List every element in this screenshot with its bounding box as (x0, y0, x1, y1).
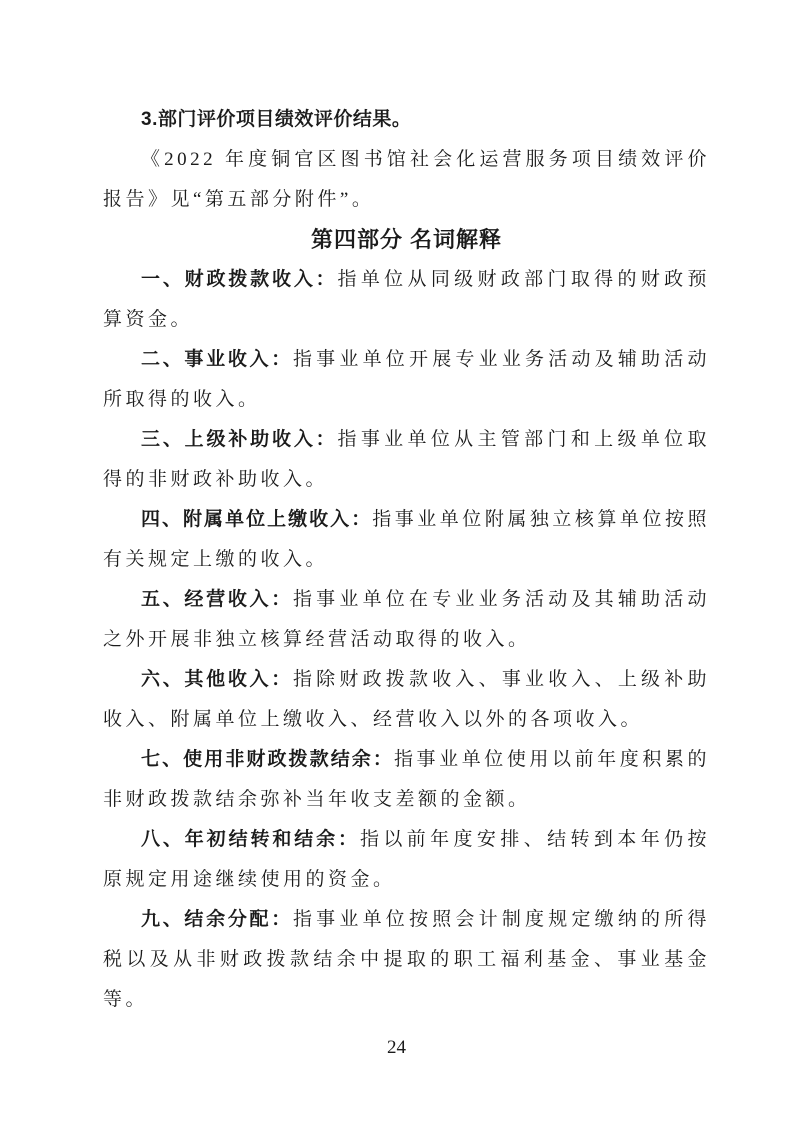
definition-term-3: 三、上级补助收入： (141, 429, 338, 450)
definition-term-5: 五、经营收入： (141, 589, 293, 610)
page-footer (0, 1028, 793, 1068)
definition-term-9: 九、结余分配： (141, 909, 293, 930)
definition-paragraph-7 (103, 740, 710, 820)
definition-paragraph-8 (103, 820, 710, 900)
definition-text-3: 指事业单位从主管部门和上级单位取得的非财政补助收入。 (103, 429, 710, 490)
definition-text-6: 指除财政拨款收入、事业收入、上级补助收入、附属单位上缴收入、经营收入以外的各项收入。 (103, 669, 710, 730)
definition-text-4: 指事业单位附属独立核算单位按照有关规定上缴的收入。 (103, 509, 710, 570)
page-number: 24 (387, 1037, 406, 1058)
definition-term-2: 二、事业收入： (141, 349, 293, 370)
definition-text-1: 指单位从同级财政部门取得的财政预算资金。 (103, 269, 710, 330)
definition-paragraph-2 (103, 340, 710, 420)
definition-text-9: 指事业单位按照会计制度规定缴纳的所得税以及从非财政拨款结余中提取的职工福利基金、事业基金等。 (103, 909, 710, 1010)
dept-eval-result-heading: 3.部门评价项目绩效评价结果。 (141, 109, 412, 130)
definition-paragraph-3 (103, 420, 710, 500)
definition-term-8: 八、年初结转和结余： (141, 829, 360, 850)
definition-text-8: 指以前年度安排、结转到本年仍按原规定用途继续使用的资金。 (103, 829, 710, 890)
section-heading-part4: 第四部分 名词解释 (310, 227, 503, 252)
definition-paragraph-4 (103, 500, 710, 580)
definition-text-7: 指事业单位使用以前年度积累的非财政拨款结余弥补当年收支差额的金额。 (103, 749, 710, 810)
definition-term-4: 四、附属单位上缴收入： (141, 509, 373, 530)
definition-paragraph-6 (103, 660, 710, 740)
definition-paragraph-5 (103, 580, 710, 660)
definition-text-2: 指事业单位开展专业业务活动及辅助活动所取得的收入。 (103, 349, 710, 410)
definition-term-6: 六、其他收入： (141, 669, 293, 690)
report-reference-paragraph: 《2022 年度铜官区图书馆社会化运营服务项目绩效评价报告》见“第五部分附件”。 (103, 149, 710, 210)
definition-paragraph-9 (103, 900, 710, 1020)
definition-paragraph-1 (103, 260, 710, 340)
definition-text-5: 指事业单位在专业业务活动及其辅助活动之外开展非独立核算经营活动取得的收入。 (103, 589, 710, 650)
definition-term-1: 一、财政拨款收入： (141, 269, 338, 290)
definition-term-7: 七、使用非财政拨款结余： (141, 749, 394, 770)
